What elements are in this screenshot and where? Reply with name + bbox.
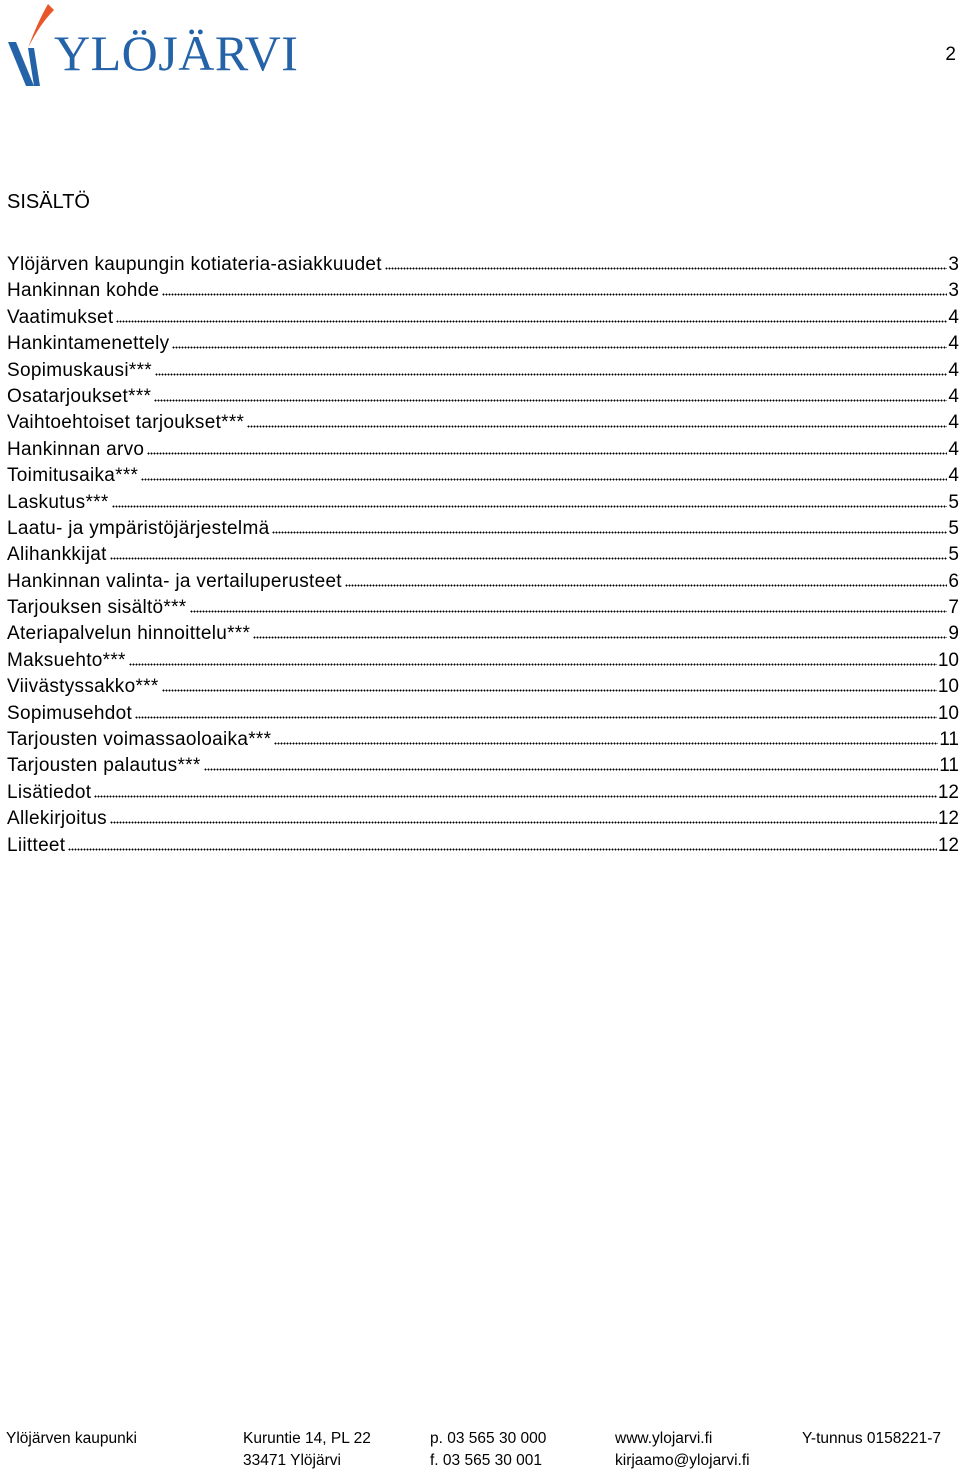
toc-entry[interactable] [7,410,960,436]
toc-entry-page: 10 [937,702,959,724]
toc-entry[interactable] [7,648,960,674]
toc-dot-leader [110,820,937,824]
toc-entry-label: Maksuehto*** [7,649,126,671]
toc-entry[interactable] [7,833,960,859]
footer-phone-column [430,1428,546,1472]
toc-dot-leader [112,504,948,508]
toc-entry-page: 7 [948,597,959,619]
toc-dot-leader [154,398,947,402]
toc-entry-page: 6 [948,570,959,592]
toc-entry-label: Liitteet [7,834,66,856]
toc-entry-label: Vaihtoehtoiset tarjoukset*** [7,412,245,434]
toc-entry-label: Tarjouksen sisältö*** [7,597,187,619]
toc-entry-page: 3 [948,280,959,302]
toc-entry-label: Lisätiedot [7,781,92,803]
toc-dot-leader [253,635,947,639]
toc-entry[interactable] [7,305,960,331]
toc-dot-leader [110,556,948,560]
toc-entry[interactable] [7,569,960,595]
toc-entry-label: Vaatimukset [7,306,114,328]
toc-entry-page: 4 [948,385,959,407]
toc-entry-label: Hankinnan kohde [7,280,160,302]
toc-entry-page: 4 [948,438,959,460]
toc-dot-leader [147,451,947,455]
toc-entry[interactable] [7,621,960,647]
toc-entry-label: Ateriapalvelun hinnoittelu*** [7,623,251,645]
footer-fax: f. 03 565 30 001 [430,1452,543,1469]
toc-dot-leader [162,688,937,692]
footer-org-column [6,1428,137,1450]
toc-title: SISÄLTÖ [7,191,90,213]
toc-entry-page: 11 [939,729,959,751]
toc-entry-page: 4 [948,306,959,328]
toc-entry[interactable] [7,278,960,304]
toc-entry-label: Allekirjoitus [7,808,107,830]
toc-entry[interactable] [7,358,960,384]
toc-entry[interactable] [7,753,960,779]
toc-dot-leader [68,847,936,851]
toc-entry-label: Toimitusaika*** [7,465,139,487]
toc-dot-leader [116,319,947,323]
toc-entry-label: Laskutus*** [7,491,109,513]
toc-entry-label: Sopimuskausi*** [7,359,152,381]
toc-entry[interactable] [7,595,960,621]
toc-entry-label: Sopimusehdot [7,702,133,724]
toc-dot-leader [162,292,947,296]
toc-entry[interactable] [7,516,960,542]
footer-phone: p. 03 565 30 000 [430,1430,547,1447]
toc-entry[interactable] [7,463,960,489]
toc-entry[interactable] [7,780,960,806]
toc-dot-leader [129,662,937,666]
city-logo [4,2,299,98]
toc-dot-leader [141,477,947,481]
toc-dot-leader [172,345,947,349]
footer-business-id: Y-tunnus 0158221-7 [802,1430,942,1447]
toc-entry-label: Osatarjoukset*** [7,385,152,407]
toc-dot-leader [274,741,938,745]
toc-entry-label: Hankinnan arvo [7,438,145,460]
toc-entry-label: Tarjousten palautus*** [7,755,201,777]
toc-entry-page: 10 [937,649,959,671]
toc-entry[interactable] [7,806,960,832]
toc-entry-page: 5 [948,491,959,513]
toc-entry-page: 4 [948,333,959,355]
logo-text: YLÖJÄRVI [54,25,299,81]
toc-entry-label: Alihankkijat [7,544,107,566]
toc-entry[interactable] [7,701,960,727]
toc-entry[interactable] [7,331,960,357]
toc-entry-label: Ylöjärven kaupungin kotiateria-asiakkuudet [7,254,382,275]
toc-entry-label: Hankintamenettely [7,333,170,355]
toc-entry[interactable] [7,490,960,516]
footer-web-link[interactable]: www.ylojarvi.fi [615,1430,713,1447]
toc-dot-leader [190,609,948,613]
toc-entry-label: Viivästyssakko*** [7,676,159,698]
toc-entry-page: 4 [948,359,959,381]
toc-entry[interactable] [7,437,960,463]
toc-entry-label: Hankinnan valinta- ja vertailuperusteet [7,570,342,592]
toc-entry-page: 12 [937,834,959,856]
toc-entry-page: 11 [939,755,959,777]
table-of-contents [7,252,960,859]
toc-entry-page: 12 [937,781,959,803]
toc-dot-leader [155,372,947,376]
toc-entry[interactable] [7,252,960,278]
footer-email-link[interactable]: kirjaamo@ylojarvi.fi [615,1452,750,1469]
toc-dot-leader [204,767,939,771]
page-footer [0,1428,960,1474]
toc-entry-label: Tarjousten voimassaoloaika*** [7,729,272,751]
toc-dot-leader [345,583,948,587]
toc-entry-page: 5 [948,544,959,566]
footer-address-column [243,1428,371,1472]
toc-entry-page: 9 [948,623,959,645]
footer-postal: 33471 Ylöjärvi [243,1452,341,1469]
footer-web-column [615,1428,750,1472]
footer-id-column [802,1428,941,1450]
page-number: 2 [945,44,956,65]
toc-entry-page: 12 [937,808,959,830]
toc-entry[interactable] [7,384,960,410]
toc-entry-page: 10 [937,676,959,698]
toc-entry-page: 4 [948,465,959,487]
toc-entry[interactable] [7,727,960,753]
footer-street: Kuruntie 14, PL 22 [243,1430,371,1447]
toc-entry-page: 5 [948,517,959,539]
toc-entry-page: 4 [948,412,959,434]
toc-dot-leader [94,794,937,798]
toc-dot-leader [385,266,948,270]
toc-dot-leader [135,715,937,719]
toc-dot-leader [272,530,947,534]
toc-entry-page: 3 [948,254,959,275]
toc-entry-label: Laatu- ja ympäristöjärjestelmä [7,517,270,539]
toc-entry[interactable] [7,674,960,700]
toc-entry[interactable] [7,542,960,568]
toc-dot-leader [247,424,947,428]
footer-org-name: Ylöjärven kaupunki [6,1430,137,1447]
